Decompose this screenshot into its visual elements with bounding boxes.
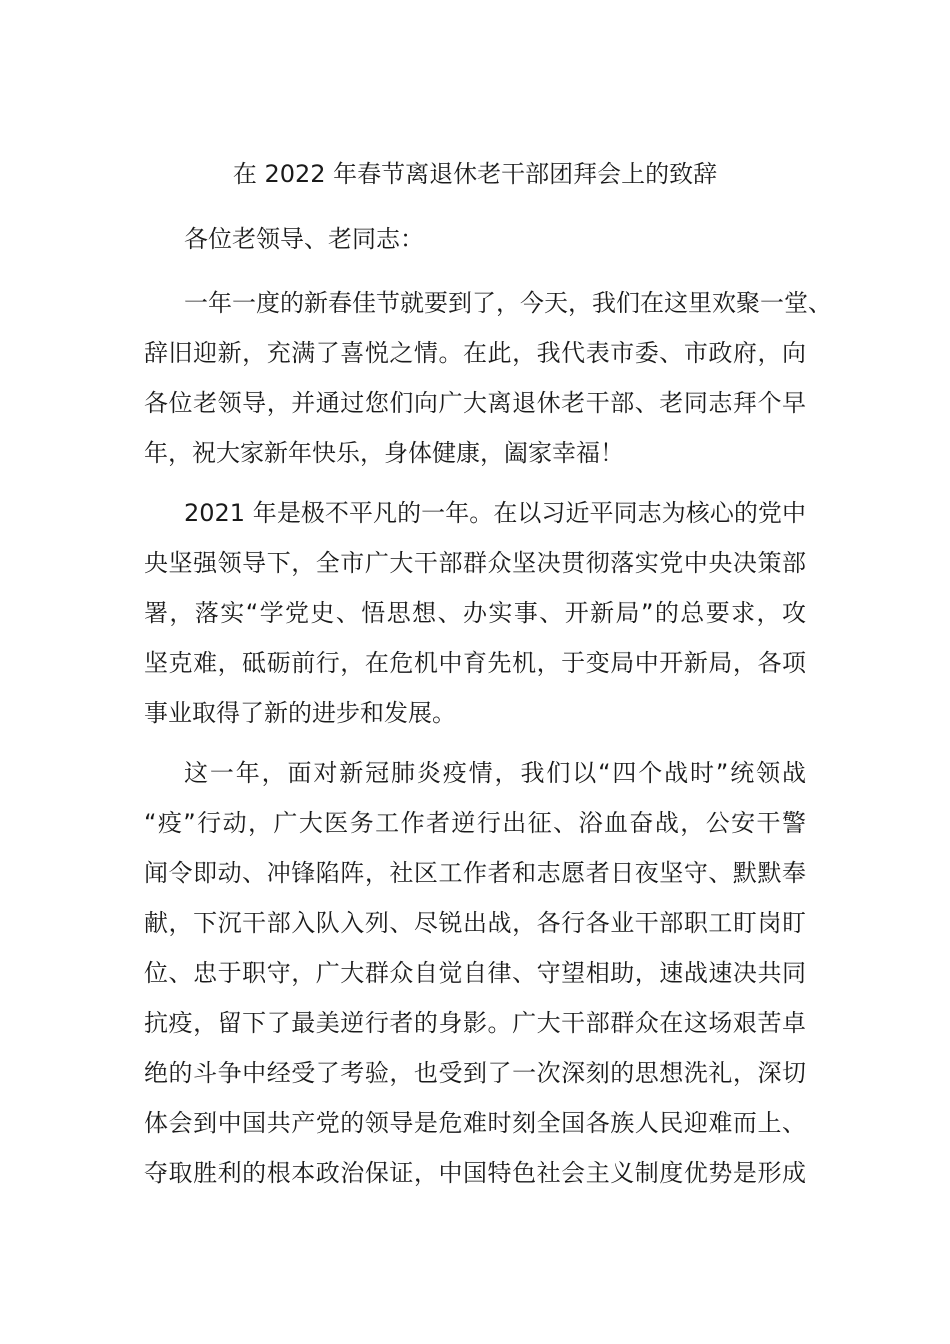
- text-line: 这一年，面对新冠肺炎疫情，我们以“四个战时”统领战: [184, 759, 806, 787]
- text-line: 央坚强领导下，全市广大干部群众坚决贯彻落实党中央决策部: [144, 549, 806, 577]
- salutation: 各位老领导、老同志：: [184, 225, 424, 253]
- text-line: 闻令即动、冲锋陷阵，社区工作者和志愿者日夜坚守、默默奉: [144, 859, 806, 887]
- text-line: 献，下沉干部入队入列、尽锐出战，各行各业干部职工盯岗盯: [144, 909, 806, 937]
- document-body: [144, 278, 832, 1208]
- text-line: “疫”行动，广大医务工作者逆行出征、浴血奋战，公安干警: [144, 809, 806, 837]
- text-line: 坚克难，砥砺前行，在危机中育先机，于变局中开新局，各项: [144, 649, 806, 677]
- text-line: 年，祝大家新年快乐，身体健康，阖家幸福！: [144, 439, 624, 467]
- paragraph-epidemic: [144, 748, 806, 1198]
- text-line: 抗疫，留下了最美逆行者的身影。广大干部群众在这场艰苦卓: [144, 1009, 806, 1037]
- text-line: 各位老领导，并通过您们向广大离退休老干部、老同志拜个早: [144, 389, 806, 417]
- text-line: 夺取胜利的根本政治保证，中国特色社会主义制度优势是形成: [144, 1159, 806, 1187]
- text-line: 事业取得了新的进步和发展。: [144, 699, 456, 727]
- text-line: 署，落实“学党史、悟思想、办实事、开新局”的总要求，攻: [144, 599, 806, 627]
- text-line: 一年一度的新春佳节就要到了，今天，我们在这里欢聚一堂、: [184, 289, 832, 317]
- text-line: 2021 年是极不平凡的一年。在以习近平同志为核心的党中: [184, 499, 806, 527]
- text-line: 体会到中国共产党的领导是危难时刻全国各族人民迎难而上、: [144, 1109, 806, 1137]
- text-line: 辞旧迎新，充满了喜悦之情。在此，我代表市委、市政府，向: [144, 339, 806, 367]
- paragraph-greeting: [144, 278, 832, 478]
- document-title: 在 2022 年春节离退休老干部团拜会上的致辞: [232, 160, 718, 188]
- text-line: 绝的斗争中经受了考验，也受到了一次深刻的思想洗礼，深切: [144, 1059, 806, 1087]
- paragraph-year-review: [144, 488, 806, 738]
- text-line: 位、忠于职守，广大群众自觉自律、守望相助，速战速决共同: [144, 959, 806, 987]
